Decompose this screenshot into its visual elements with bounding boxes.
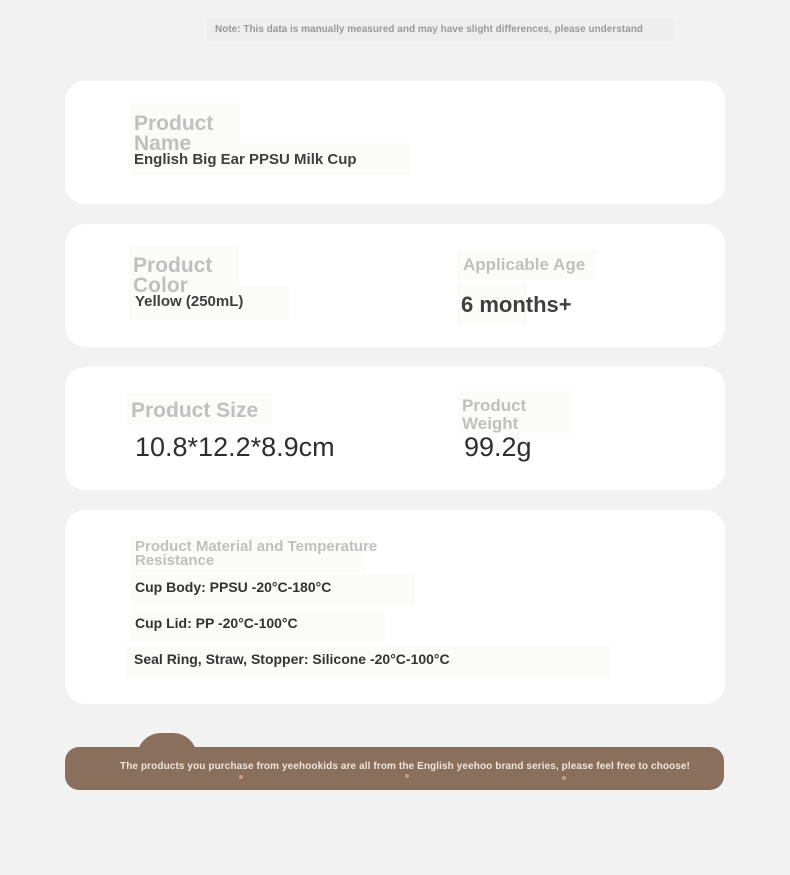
- material-item: Seal Ring, Straw, Stopper: Silicone -20°C-100°C: [134, 651, 450, 667]
- product-name-card: [65, 81, 725, 204]
- product-size-card: [65, 367, 725, 490]
- applicable-age-value: 6 months+: [461, 292, 572, 317]
- material-item: Cup Lid: PP -20°C-100°C: [135, 615, 298, 631]
- product-size-label: Product Size: [131, 399, 259, 422]
- product-weight-value: 99.2g: [464, 432, 532, 462]
- applicable-age-label: Applicable Age: [463, 255, 586, 274]
- material-label: Product Material and Temperature Resistance: [135, 538, 378, 569]
- brand-banner-text: The products you purchase from yeehookids are all from the English yeehoo brand series, please feel free to choose!: [120, 761, 690, 772]
- product-color-card: [65, 224, 725, 347]
- product-color-label: Product Color: [133, 254, 213, 297]
- product-weight-label: Product Weight: [462, 396, 527, 433]
- product-size-value: 10.8*12.2*8.9cm: [135, 432, 335, 462]
- product-name-label: Product Name: [134, 112, 214, 155]
- decorative-dot: [562, 776, 566, 780]
- material-item: Cup Body: PPSU -20°C-180°C: [135, 579, 332, 595]
- product-material-card: [65, 510, 725, 704]
- decorative-dot: [405, 774, 409, 778]
- measurement-note: Note: This data is manually measured and may have slight differences, please understand: [207, 19, 674, 41]
- decorative-dot: [239, 775, 243, 779]
- product-color-value: Yellow (250mL): [135, 293, 244, 310]
- product-name-value: English Big Ear PPSU Milk Cup: [134, 151, 357, 168]
